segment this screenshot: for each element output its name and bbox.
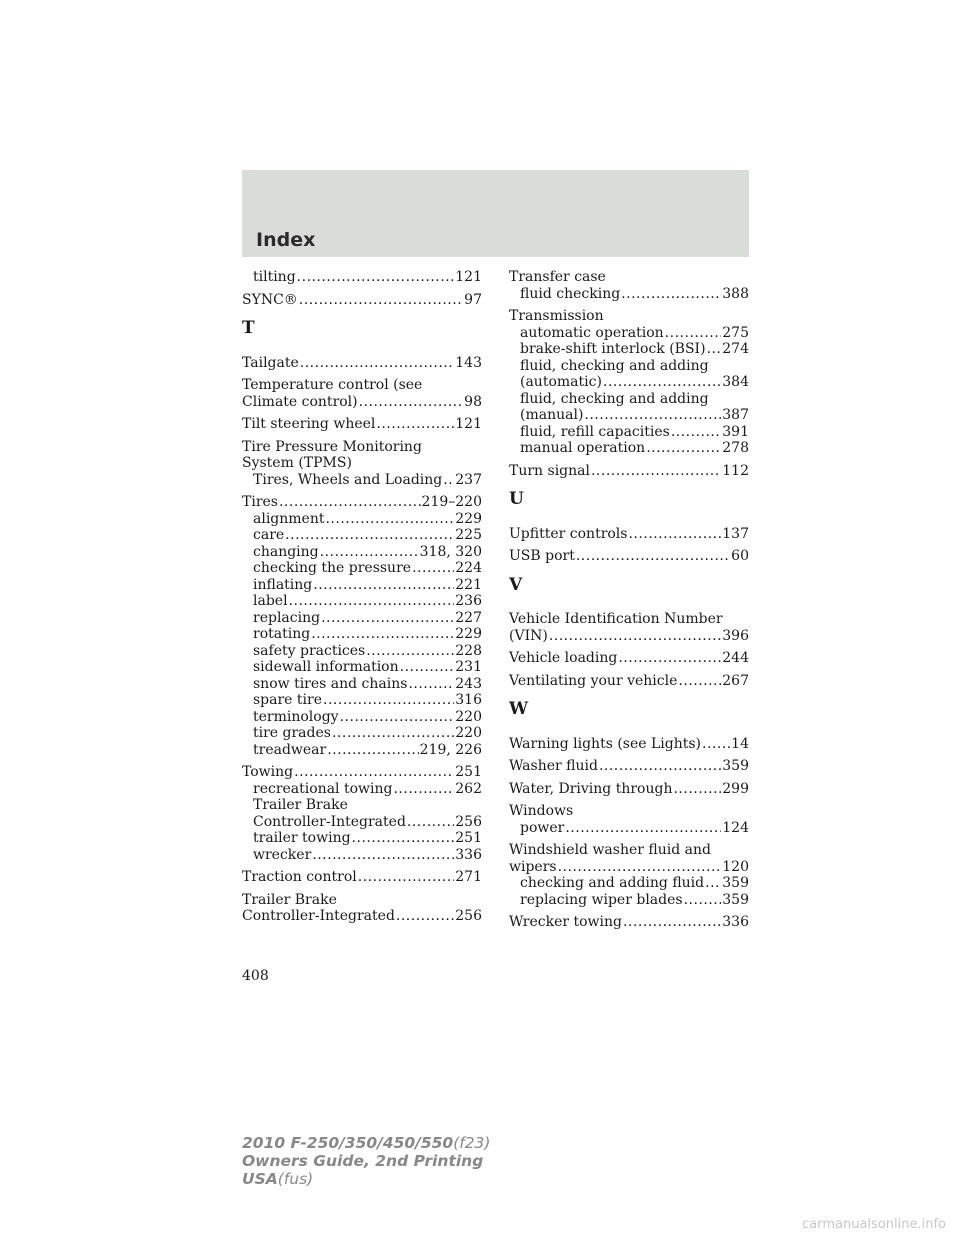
page-reference: 220 — [455, 725, 482, 741]
index-term: terminology — [253, 708, 339, 725]
dot-leader — [340, 709, 455, 726]
page-reference: 251 — [455, 764, 482, 780]
index-term: Windows — [509, 803, 574, 819]
dot-leader — [294, 764, 454, 781]
page-reference: 120 — [722, 858, 749, 875]
page-reference: 231 — [455, 659, 482, 675]
page-reference: 256 — [455, 908, 482, 924]
index-term: brake-shift interlock (BSI) — [520, 341, 706, 357]
page-reference: 271 — [455, 869, 482, 885]
dot-leader — [576, 548, 730, 565]
dot-leader — [707, 341, 722, 358]
dot-leader — [443, 472, 454, 489]
index-term: sidewall information — [253, 659, 399, 675]
index-row — [509, 548, 749, 565]
page-reference: 219–220 — [421, 494, 482, 510]
index-row — [509, 407, 749, 424]
section-letter: V — [509, 574, 523, 595]
dot-leader — [408, 676, 454, 693]
index-term: changing — [253, 543, 319, 560]
index-row — [242, 742, 482, 759]
index-term: alignment — [253, 510, 325, 527]
index-entry — [242, 869, 482, 886]
footer-line-model — [242, 1134, 490, 1152]
index-term: safety practices — [253, 642, 366, 659]
page-reference: 228 — [455, 642, 482, 659]
index-row — [242, 416, 482, 433]
index-term: Controller-Integrated — [253, 813, 406, 830]
index-term: treadwear — [253, 741, 327, 758]
dot-leader — [621, 286, 721, 303]
index-term: label — [253, 593, 288, 609]
index-term: Tires, Wheels and Loading — [253, 471, 443, 488]
index-entry — [242, 377, 482, 410]
index-term: checking and adding fluid — [520, 875, 705, 891]
index-row — [242, 626, 482, 643]
dot-leader — [684, 892, 722, 909]
index-row — [242, 610, 482, 627]
page-reference: 219, 226 — [419, 741, 482, 758]
index-entry — [242, 764, 482, 863]
index-row — [242, 830, 482, 847]
section-letter: T — [242, 318, 255, 338]
page-reference: 137 — [722, 525, 749, 542]
page-reference: 243 — [455, 675, 482, 692]
dot-leader — [279, 494, 421, 511]
index-entry — [509, 526, 749, 543]
page-reference: 391 — [722, 423, 749, 440]
page-reference: 336 — [455, 846, 482, 863]
page-reference: 274 — [722, 341, 749, 357]
page-reference: 225 — [455, 527, 482, 543]
page-reference: 60 — [731, 548, 749, 564]
index-row — [242, 643, 482, 660]
page-reference: 244 — [722, 650, 749, 666]
footer-region: USA — [242, 1170, 278, 1188]
dot-leader — [673, 781, 721, 798]
dot-leader — [558, 859, 722, 876]
page-reference: 221 — [455, 576, 482, 593]
index-row — [242, 814, 482, 831]
index-row — [509, 526, 749, 543]
dot-leader — [565, 820, 721, 837]
index-term: spare tire — [253, 692, 323, 708]
page-reference: 388 — [722, 285, 749, 302]
index-row — [509, 286, 749, 303]
index-term: snow tires and chains — [253, 675, 408, 692]
page-reference: 359 — [722, 875, 749, 891]
index-term: (automatic) — [520, 374, 602, 390]
dot-leader — [321, 610, 454, 627]
page-reference: 227 — [455, 609, 482, 626]
document-footer — [242, 1134, 490, 1188]
page-reference: 112 — [722, 462, 749, 479]
index-term: Temperature control (see — [242, 377, 423, 393]
index-term: automatic operation — [520, 324, 664, 341]
index-term: replacing wiper blades — [520, 891, 683, 908]
footer-guide: Owners Guide, 2nd Printing — [242, 1152, 484, 1170]
index-row — [242, 577, 482, 594]
index-row — [242, 709, 482, 726]
dot-leader — [623, 914, 721, 931]
dot-leader — [646, 440, 721, 457]
index-term: Tires — [242, 494, 278, 510]
index-entry — [509, 914, 749, 931]
index-entry — [242, 269, 482, 286]
index-row — [509, 325, 749, 342]
page-number: 408 — [242, 968, 269, 984]
index-term: Upfitter controls — [509, 525, 628, 542]
index-term: Towing — [242, 764, 294, 780]
footer-model-code: (f23) — [453, 1134, 491, 1152]
index-term: fluid, checking and adding — [520, 390, 709, 407]
page-reference: 14 — [731, 735, 749, 752]
dot-leader — [313, 577, 454, 594]
dot-leader — [549, 628, 721, 645]
index-row — [509, 758, 749, 775]
index-term: checking the pressure — [253, 560, 412, 576]
page-reference: 251 — [455, 830, 482, 846]
index-row — [242, 560, 482, 577]
index-entry — [242, 892, 482, 925]
dot-leader — [671, 424, 721, 441]
index-entry — [509, 736, 749, 753]
index-entry — [509, 673, 749, 690]
index-term: Trailer Brake — [242, 891, 337, 908]
index-row — [509, 892, 749, 909]
index-row — [509, 859, 749, 876]
dot-leader — [299, 292, 463, 309]
dot-leader — [591, 463, 721, 480]
index-row — [242, 355, 482, 372]
index-entry — [242, 292, 482, 309]
index-term: inflating — [253, 576, 313, 593]
dot-leader — [325, 511, 454, 528]
index-term: Warning lights (see Lights) — [509, 735, 702, 752]
footer-model: 2010 F-250/350/450/550 — [242, 1134, 454, 1152]
page-reference: 278 — [722, 440, 749, 456]
page-reference: 124 — [722, 819, 749, 836]
index-entry — [242, 355, 482, 372]
index-term: fluid, checking and adding — [520, 357, 709, 374]
index-term: tire grades — [253, 725, 331, 741]
index-term: Ventilating your vehicle — [509, 672, 678, 689]
page-reference: 97 — [464, 291, 482, 308]
page-reference: 359 — [722, 891, 749, 908]
index-row — [242, 676, 482, 693]
page-reference: 299 — [722, 780, 749, 797]
index-term: tilting — [253, 269, 296, 285]
dot-leader — [311, 626, 454, 643]
dot-leader — [285, 527, 454, 544]
dot-leader — [297, 269, 455, 286]
page-reference: 237 — [455, 471, 482, 488]
index-row — [509, 463, 749, 480]
dot-leader — [323, 692, 454, 709]
dot-leader — [628, 526, 721, 543]
footer-line-guide — [242, 1152, 490, 1170]
dot-leader — [359, 394, 464, 411]
index-entry — [242, 416, 482, 433]
dot-leader — [332, 725, 454, 742]
dot-leader — [312, 847, 454, 864]
index-row — [242, 908, 482, 925]
index-term: Tilt steering wheel — [242, 416, 376, 432]
page-reference: 336 — [722, 914, 749, 930]
index-term: wipers — [509, 858, 557, 875]
index-term: manual operation — [520, 440, 646, 456]
index-term: Transfer case — [509, 269, 606, 285]
index-term: USB port — [509, 548, 575, 564]
dot-leader — [400, 659, 455, 676]
index-row — [242, 869, 482, 886]
index-entry — [509, 842, 749, 908]
dot-leader — [320, 544, 419, 561]
page-reference: 275 — [722, 324, 749, 341]
dot-leader — [366, 643, 454, 660]
dot-leader — [327, 742, 418, 759]
index-term: Tailgate — [242, 354, 299, 371]
index-column-right — [509, 269, 749, 937]
index-term: trailer towing — [253, 830, 351, 846]
dot-leader — [300, 355, 454, 372]
index-entry — [509, 781, 749, 798]
index-entry — [509, 463, 749, 480]
dot-leader — [358, 869, 455, 886]
section-letter: W — [509, 699, 529, 719]
page-reference: 262 — [455, 780, 482, 797]
dot-leader — [393, 781, 454, 798]
index-row — [509, 875, 749, 892]
dot-leader — [289, 593, 455, 610]
page-reference: 318, 320 — [419, 543, 482, 560]
page-reference: 98 — [464, 393, 482, 410]
index-term: Traction control — [242, 869, 357, 885]
index-row — [509, 628, 749, 645]
index-term: (manual) — [520, 407, 584, 423]
index-entry — [509, 269, 749, 302]
page-reference: 220 — [455, 708, 482, 725]
index-row — [509, 736, 749, 753]
page-reference: 267 — [722, 672, 749, 689]
index-row — [242, 544, 482, 561]
index-entry — [242, 494, 482, 758]
dot-leader — [678, 673, 721, 690]
page-reference: 359 — [722, 758, 749, 774]
page-title: Index — [256, 229, 316, 251]
dot-leader — [396, 908, 454, 925]
dot-leader — [705, 875, 721, 892]
index-term: Climate control) — [242, 393, 358, 410]
index-row — [242, 847, 482, 864]
index-term: replacing — [253, 609, 321, 626]
index-row — [242, 511, 482, 528]
index-entry — [509, 611, 749, 644]
index-term: recreational towing — [253, 780, 393, 797]
index-term: rotating — [253, 626, 311, 642]
index-row — [242, 781, 482, 798]
index-row — [509, 341, 749, 358]
index-row — [242, 692, 482, 709]
index-row — [509, 650, 749, 667]
dot-leader — [665, 325, 722, 342]
index-row — [509, 440, 749, 457]
index-term: care — [253, 527, 285, 543]
index-row — [509, 781, 749, 798]
page-reference: 121 — [455, 269, 482, 285]
page-reference: 143 — [455, 354, 482, 371]
index-header-bar — [242, 170, 749, 257]
index-term: Vehicle loading — [509, 650, 618, 666]
index-term: Controller-Integrated — [242, 908, 395, 924]
index-row — [242, 593, 482, 610]
page-reference: 316 — [455, 692, 482, 708]
index-entry — [242, 439, 482, 489]
index-term: wrecker — [253, 846, 312, 863]
dot-leader — [618, 650, 721, 667]
page-reference: 229 — [455, 510, 482, 527]
index-row — [509, 820, 749, 837]
index-term: fluid checking — [520, 285, 621, 302]
index-row — [242, 494, 482, 511]
index-row — [242, 764, 482, 781]
page-reference: 229 — [455, 626, 482, 642]
dot-leader — [702, 736, 730, 753]
page-reference: 396 — [722, 627, 749, 644]
index-term: Washer fluid — [509, 758, 598, 774]
index-term: Vehicle Identification Number — [509, 611, 723, 627]
page-reference: 121 — [455, 416, 482, 432]
index-row — [242, 472, 482, 489]
index-term: fluid, refill capacities — [520, 423, 670, 440]
index-entry — [509, 650, 749, 667]
index-row — [242, 292, 482, 309]
index-entry — [509, 758, 749, 775]
index-row — [509, 374, 749, 391]
watermark-text: carmanualsonline.info — [802, 1217, 946, 1232]
index-term: SYNC® — [242, 291, 298, 308]
dot-leader — [599, 758, 721, 775]
dot-leader — [407, 814, 454, 831]
footer-region-code: (fus) — [277, 1170, 314, 1188]
index-row — [509, 914, 749, 931]
index-row — [509, 424, 749, 441]
index-row — [242, 269, 482, 286]
page-reference: 224 — [455, 560, 482, 576]
dot-leader — [584, 407, 721, 424]
page-reference: 236 — [455, 593, 482, 609]
index-column-left — [242, 269, 482, 931]
index-row — [242, 659, 482, 676]
index-row — [509, 673, 749, 690]
page-reference: 387 — [722, 407, 749, 423]
index-term: (VIN) — [509, 627, 548, 644]
index-row — [242, 527, 482, 544]
footer-line-region — [242, 1170, 490, 1188]
dot-leader — [352, 830, 455, 847]
index-term: System (TPMS) — [242, 455, 352, 471]
dot-leader — [412, 560, 454, 577]
index-entry — [509, 803, 749, 836]
index-term: Transmission — [509, 308, 604, 324]
index-term: Wrecker towing — [509, 914, 622, 930]
index-entry — [509, 308, 749, 457]
index-term: Water, Driving through — [509, 780, 673, 797]
index-term: power — [520, 819, 565, 836]
index-term: Windshield washer fluid and — [509, 842, 711, 858]
index-entry — [509, 548, 749, 565]
index-term: Trailer Brake — [253, 797, 348, 813]
index-term: Turn signal — [509, 462, 590, 479]
page-reference: 384 — [722, 374, 749, 390]
section-letter: U — [509, 489, 524, 509]
dot-leader — [603, 374, 721, 391]
dot-leader — [376, 416, 454, 433]
index-row — [242, 394, 482, 411]
page-reference: 256 — [455, 813, 482, 830]
index-term: Tire Pressure Monitoring — [242, 438, 422, 455]
index-row — [242, 725, 482, 742]
